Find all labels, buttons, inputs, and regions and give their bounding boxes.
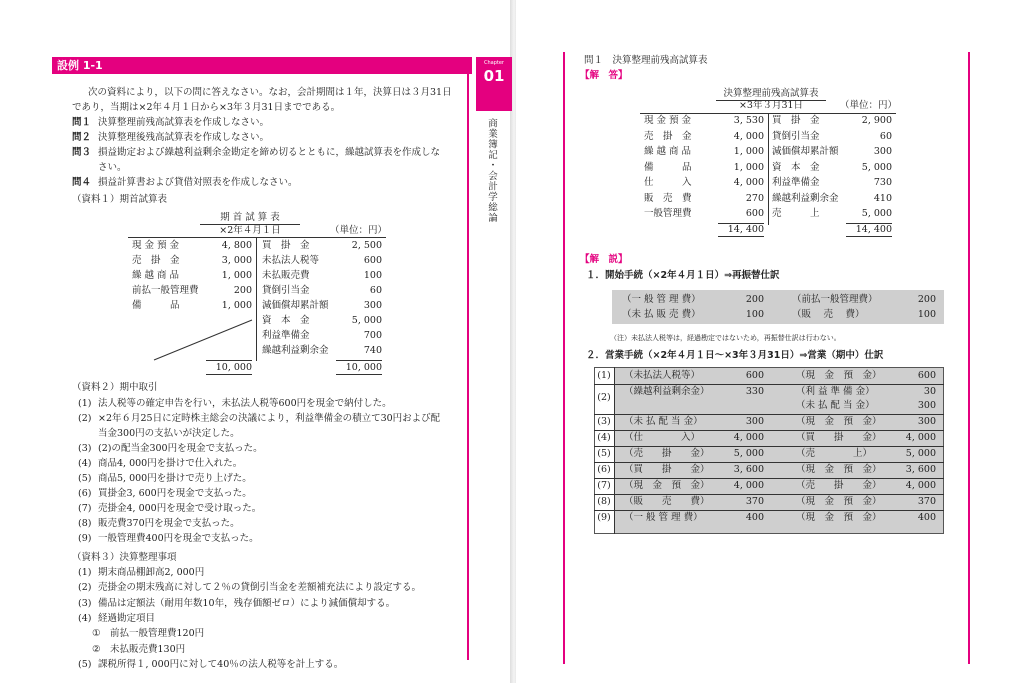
journal-row-number: (1) — [597, 370, 611, 381]
data3-item-number: (5) — [78, 658, 92, 670]
journal-row-number: (4) — [597, 432, 611, 443]
tb2-credit-total: 14, 400 — [855, 224, 892, 235]
chapter-number: 01 — [483, 67, 505, 85]
tb1-credit-account: 未払法人税等 — [262, 255, 320, 266]
tb2-credit-amount: 730 — [873, 177, 892, 188]
data2-item-number: (3) — [78, 443, 92, 454]
tb1-debit-account: 繰 越 商 品 — [132, 270, 180, 281]
data2-item-text: ×2年６月25日に定時株主総会の決議により，利益準備金の積立て30円および配 — [98, 413, 441, 424]
tb1-credit-amount: 2, 500 — [351, 240, 382, 251]
tb1-credit-amount: 740 — [363, 345, 382, 356]
question-text: 決算整理後残高試算表を作成しなさい。 — [98, 132, 270, 143]
tb2-debit-account: 一般管理費 — [644, 208, 692, 219]
tb1-debit-total: 10, 000 — [215, 362, 252, 373]
data2-item-text: 当金300円の支払いが決定した。 — [98, 428, 240, 439]
tb2-credit-amount: 300 — [873, 146, 892, 157]
journal-credit-account: （利 益 準 備 金） — [796, 386, 875, 397]
tb2-center-rule — [768, 113, 769, 225]
data3-item-number: ② — [92, 643, 101, 655]
journal-credit-amount: 600 — [917, 370, 936, 381]
tb1-credit-account: 繰越利益剰余金 — [262, 345, 329, 356]
journal-credit-account: （売 掛 金） — [796, 480, 882, 491]
journal-debit-amount: 300 — [745, 416, 764, 427]
question-number: 問２ — [72, 132, 92, 143]
tb1-debit-amount: 3, 000 — [221, 255, 252, 266]
tb2-debit-account: 販 売 費 — [644, 192, 692, 204]
data2-item-number: (8) — [78, 518, 92, 529]
tb1-credit-amount: 60 — [369, 285, 382, 296]
data3-item-number: ① — [92, 628, 101, 640]
journal-row-rule — [594, 414, 944, 415]
journal-credit-amount: 300 — [917, 400, 936, 411]
journal-debit-account: （仕 入） — [624, 432, 701, 443]
question-text: 決算整理前残高試算表を作成しなさい。 — [98, 117, 270, 128]
journal-debit-account: （未 払 配 当 金） — [624, 416, 703, 427]
journal-row-number: (5) — [597, 448, 611, 459]
journal-credit-amount: 4, 000 — [905, 480, 936, 491]
journal-credit-account: （現 金 預 金） — [796, 370, 882, 381]
journal-debit-account: （販 売 費） — [624, 496, 710, 507]
intro-text: 次の資料により，以下の問に答えなさい。なお，会計期間は１年，決算日は３月31日 — [88, 87, 452, 98]
data2-item-text: 買掛金3, 600円を現金で支払った。 — [98, 488, 252, 499]
tb1-diagonal-line — [154, 320, 252, 360]
journal-row-rule — [594, 494, 944, 495]
tb2-date: ×3年３月31日 — [738, 100, 804, 111]
journal-debit-amount: 330 — [745, 386, 764, 397]
journal-credit-amount: 370 — [917, 496, 936, 507]
journal-debit-amount: 4, 000 — [733, 432, 764, 443]
tb1-credit-amount: 5, 000 — [351, 315, 382, 326]
question-text: 損益勘定および繰越利益剰余金勘定を締め切るとともに，繰越試算表を作成しな — [98, 147, 441, 158]
question-number: 問４ — [72, 177, 92, 188]
journal-row-rule — [594, 430, 944, 431]
tb1-total-rule-debit — [206, 360, 252, 361]
journal-row-rule — [594, 462, 944, 463]
tb1-debit-amount: 200 — [233, 285, 252, 296]
tb2-debit-total: 14, 400 — [727, 224, 764, 235]
journal-row-number: (3) — [597, 416, 611, 427]
reversal-debit-amount: 200 — [745, 294, 764, 305]
journal-debit-account: （繰越利益剰余金） — [624, 386, 710, 397]
tb1-debit-account: 備 品 — [132, 300, 180, 311]
journal-debit-amount: 400 — [745, 512, 764, 523]
journal-row-rule — [594, 478, 944, 479]
journal-credit-amount: 5, 000 — [905, 448, 936, 459]
data3-item-number: (1) — [78, 567, 92, 578]
q1-title: 問１ 決算整理前残高試算表 — [584, 55, 708, 66]
journal-row-number: (6) — [597, 464, 611, 475]
journal-row-number: (2) — [597, 392, 611, 403]
section1-title: １．開始手続（×2年４月１日）⇒再振替仕訳 — [586, 270, 780, 281]
journal-credit-amount: 3, 600 — [905, 464, 936, 475]
journal-credit-account: （未 払 配 当 金） — [796, 400, 875, 411]
tb2-debit-amount: 1, 000 — [733, 161, 764, 173]
tb1-debit-account: 現 金 預 金 — [132, 240, 180, 251]
tb2-debit-account: 現 金 預 金 — [644, 115, 692, 126]
tb1-credit-account: 資 本 金 — [262, 315, 310, 326]
journal-row-rule — [594, 384, 944, 385]
journal-credit-account: （買 掛 金） — [796, 432, 882, 443]
reversal-debit-account: （一 般 管 理 費） — [622, 294, 701, 305]
tb1-double-rule-debit — [206, 374, 252, 375]
data2-item-text: 一般管理費400円を現金で支払った。 — [98, 533, 259, 544]
data2-item-text: 売掛金4, 000円を現金で受け取った。 — [98, 503, 262, 514]
tb2-unit: （単位：円） — [840, 100, 898, 111]
right-margin-rule — [968, 52, 970, 664]
data2-item-text: 販売費370円を現金で支払った。 — [98, 518, 240, 529]
question-number: 問３ — [72, 147, 92, 158]
tb1-credit-amount: 700 — [363, 330, 382, 341]
tb2-credit-amount: 410 — [873, 192, 892, 204]
journal-debit-amount: 5, 000 — [733, 448, 764, 459]
data2-item-number: (5) — [78, 473, 92, 484]
journal-credit-account: （現 金 預 金） — [796, 496, 882, 507]
tb2-credit-account: 利益準備金 — [772, 177, 820, 188]
tb1-total-rule-credit — [336, 360, 382, 361]
data3-item-text: 期末商品棚卸高2, 000円 — [98, 567, 205, 578]
journal-debit-account: （買 掛 金） — [624, 464, 710, 475]
tb2-credit-account: 買 掛 金 — [772, 115, 820, 126]
tb2-title: 決算整理前残高試算表 — [723, 88, 819, 99]
tb2-credit-amount: 5, 000 — [861, 208, 892, 219]
journal-credit-amount: 4, 000 — [905, 432, 936, 443]
journal-credit-amount: 400 — [917, 512, 936, 523]
data3-item-text: 売掛金の期末残高に対して２％の貸倒引当金を差額補充法により設定する。 — [98, 582, 422, 594]
explain-label: 【解 説】 — [580, 254, 628, 265]
tb2-double-rule-debit — [718, 236, 764, 237]
reversal-credit-amount: 200 — [917, 294, 936, 305]
journal-debit-account: （未払法人税等） — [624, 370, 701, 381]
journal-row-rule — [594, 446, 944, 447]
journal-credit-account: （売 上） — [796, 448, 873, 459]
reversal-debit-account: （未 払 販 売 費） — [622, 309, 701, 320]
tb1-debit-amount: 1, 000 — [221, 270, 252, 281]
tb2-debit-amount: 3, 530 — [733, 115, 764, 126]
reversal-note: （注）未払法人税等は，経過勘定ではないため，再振替仕訳は行わない。 — [610, 334, 841, 342]
journal-debit-amount: 370 — [745, 496, 764, 507]
tb2-credit-amount: 5, 000 — [861, 161, 892, 173]
data2-label: （資料２）期中取引 — [72, 382, 158, 393]
tb1-date: ×2年４月１日 — [219, 225, 281, 236]
tb1-credit-amount: 100 — [363, 270, 382, 281]
data3-item-text: 備品は定額法（耐用年数10年，残存価額ゼロ）により減価償却する。 — [98, 597, 396, 609]
tb2-debit-account: 仕 入 — [644, 177, 692, 188]
tb2-debit-amount: 4, 000 — [733, 177, 764, 188]
journal-debit-account: （売 掛 金） — [624, 448, 710, 459]
tb1-credit-amount: 300 — [363, 300, 382, 311]
tb1-debit-account: 前払一般管理費 — [132, 285, 199, 296]
left-margin-rule — [563, 52, 565, 664]
chapter-tab-label: Chapter — [484, 60, 504, 66]
journal-credit-account: （現 金 預 金） — [796, 464, 882, 475]
data3-item-text: 課税所得１, 000円に対して40％の法人税等を計上する。 — [98, 658, 344, 670]
tb2-debit-account: 備 品 — [644, 161, 692, 173]
reversal-credit-account: （前払一般管理費） — [792, 294, 878, 305]
journal-debit-amount: 4, 000 — [733, 480, 764, 491]
tb1-credit-amount: 600 — [363, 255, 382, 266]
tb2-credit-account: 売 上 — [772, 208, 820, 219]
tb1-unit: （単位：円） — [330, 225, 388, 236]
tb2-credit-account: 貸倒引当金 — [772, 130, 820, 142]
data3-item-number: (4) — [78, 612, 92, 624]
data2-item-number: (9) — [78, 533, 92, 544]
data2-item-number: (4) — [78, 458, 92, 469]
tb2-credit-account: 繰越利益剰余金 — [772, 192, 839, 204]
journal-debit-amount: 600 — [745, 370, 764, 381]
tb1-credit-account: 貸倒引当金 — [262, 285, 310, 296]
data2-item-text: (2)の配当金300円を現金で支払った。 — [98, 443, 263, 454]
data2-item-number: (6) — [78, 488, 92, 499]
journal-credit-account: （現 金 預 金） — [796, 416, 882, 427]
tb2-credit-account: 減価償却累計額 — [772, 146, 839, 157]
question-text: 損益計算書および貸借対照表を作成しなさい。 — [98, 177, 298, 188]
reversal-credit-amount: 100 — [917, 309, 936, 320]
tb1-title: 期 首 試 算 表 — [220, 212, 280, 223]
reversal-credit-account: （販 売 費） — [792, 309, 865, 320]
tb2-double-rule-credit — [846, 236, 892, 237]
tb2-debit-amount: 1, 000 — [733, 146, 764, 157]
tb2-debit-amount: 270 — [745, 192, 764, 204]
data1-label: （資料１）期首試算表 — [72, 194, 168, 205]
journal-row-number: (9) — [597, 512, 611, 523]
tb1-credit-account: 未払販売費 — [262, 270, 310, 281]
journal-credit-amount: 30 — [923, 386, 936, 397]
tb2-credit-amount: 60 — [879, 130, 892, 142]
data3-item-number: (2) — [78, 582, 92, 594]
data2-item-number: (1) — [78, 398, 92, 409]
journal-debit-account: （一 般 管 理 費） — [624, 512, 703, 523]
tb2-debit-account: 繰 越 商 品 — [644, 146, 692, 157]
data2-item-text: 法人税等の確定申告を行い，未払法人税等600円を現金で納付した。 — [98, 398, 392, 409]
tb1-credit-account: 利益準備金 — [262, 330, 310, 341]
answer-label: 【解 答】 — [580, 70, 628, 81]
journal-row-number: (7) — [597, 480, 611, 491]
journal-debit-amount: 3, 600 — [733, 464, 764, 475]
tb1-debit-amount: 1, 000 — [221, 300, 252, 311]
data2-item-number: (7) — [78, 503, 92, 514]
question-number: 問１ — [72, 117, 92, 128]
data3-label: （資料３）決算整理事項 — [72, 552, 177, 563]
journal-row-rule — [594, 510, 944, 511]
example-header: 設例 1-1 — [52, 57, 472, 74]
data3-item-text: 未払販売費130円 — [110, 643, 186, 655]
question-text: さい。 — [98, 162, 127, 173]
tb1-credit-total: 10, 000 — [345, 362, 382, 373]
journal-credit-amount: 300 — [917, 416, 936, 427]
journal-credit-account: （現 金 預 金） — [796, 512, 882, 523]
data3-item-text: 前払一般管理費120円 — [110, 628, 205, 640]
tb2-credit-amount: 2, 900 — [861, 115, 892, 126]
journal-debit-account: （現 金 預 金） — [624, 480, 710, 491]
tb1-debit-account: 売 掛 金 — [132, 255, 180, 266]
tb2-debit-amount: 4, 000 — [733, 130, 764, 142]
tb1-credit-account: 買 掛 金 — [262, 240, 310, 251]
tb1-debit-amount: 4, 800 — [221, 240, 252, 251]
tb2-debit-account: 売 掛 金 — [644, 130, 692, 142]
reversal-debit-amount: 100 — [745, 309, 764, 320]
intro-text: であり，当期は×2年４月１日から×3年３月31日までである。 — [72, 102, 341, 113]
journal-row-number: (8) — [597, 496, 611, 507]
data2-item-number: (2) — [78, 413, 92, 424]
tb2-credit-account: 資 本 金 — [772, 161, 820, 173]
section2-title: ２．営業手続（×2年４月１日～×3年３月31日）⇒営業（期中）仕訳 — [586, 350, 884, 361]
tb1-credit-account: 減価償却累計額 — [262, 300, 329, 311]
data3-item-number: (3) — [78, 597, 92, 609]
chapter-vertical-title: 商業簿記・会計学総論 — [486, 118, 497, 223]
data3-item-text: 経過勘定項目 — [98, 612, 156, 624]
tb1-double-rule-credit — [336, 374, 382, 375]
tb2-debit-amount: 600 — [745, 208, 764, 219]
journal-no-rule — [614, 367, 615, 534]
data2-item-text: 商品5, 000円を掛けで売り上げた。 — [98, 473, 252, 484]
data2-item-text: 商品4, 000円を掛けで仕入れた。 — [98, 458, 243, 469]
